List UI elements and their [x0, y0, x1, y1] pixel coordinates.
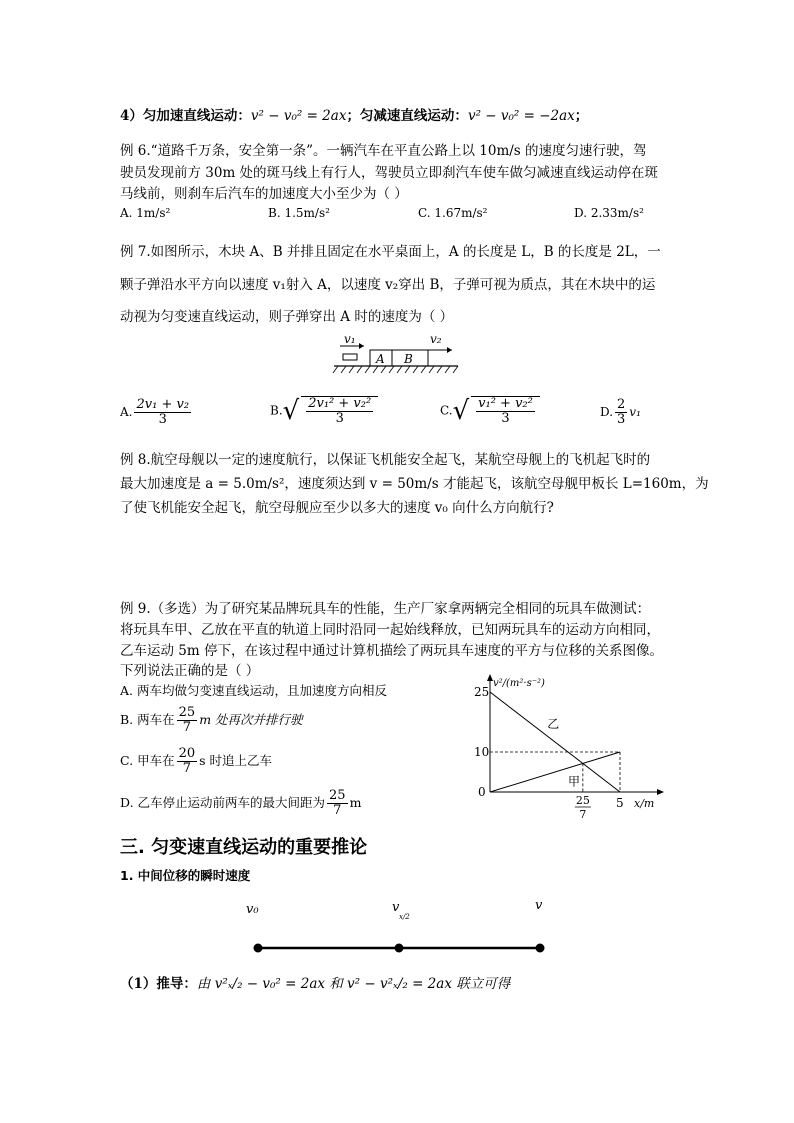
ex7-figure [330, 330, 460, 378]
ex9-option-c: C. 甲车在 $\frac{20}{7}$ s 时追上乙车 [120, 746, 273, 776]
ex6-option-d: D. 2.33m/s² [574, 206, 644, 220]
ex8-line3: 了使飞机能安全起飞，航空母舰应至少以多大的速度 v₀ 向什么方向航行? [120, 500, 554, 516]
series-line-jia [490, 752, 620, 792]
ex9-line1: 例 9.（多选）为了研究某品牌玩具车的性能，生产厂家拿两辆完全相同的玩具车做测试： [120, 601, 651, 617]
block-b-label: B [404, 352, 413, 366]
midpoint-diagram [240, 895, 560, 965]
ex6-option-b: B. 1.5m/s² [268, 206, 330, 220]
ex7-line3: 动视为匀变速直线运动，则子弹穿出 A 时的速度为（ ） [120, 309, 454, 325]
ex7-option-d: D. $\frac{2}{3}$ v₁ [600, 397, 641, 427]
ex9-option-d: D. 乙车停止运动前两车的最大间距为 $\frac{25}{7}$ m [120, 788, 362, 818]
ex7-option-a: A. $\frac{\text{2v₁ + v₂}}{3}$ [120, 397, 190, 427]
x-tick-5: 5 [616, 796, 624, 810]
y-tick-25: 25 [474, 685, 490, 699]
ex9-line2: 将玩具车甲、乙放在平直的轨道上同时沿同一起始线释放，已知两玩具车的运动方向相同， [120, 622, 660, 638]
marked-x-numerator: 25 [575, 794, 590, 807]
derivation-text: 由 v²ₓ/₂ − v₀² = 2ax 和 v² − v²ₓ/₂ = 2ax 联立可得 [196, 976, 511, 992]
line4-eq1: v² − v₀² = 2ax [250, 108, 347, 124]
section-3-title: 三. 匀变速直线运动的重要推论 [120, 837, 368, 858]
ex7-option-c: C.√ $\frac{\text{v₁² + v₂²}}{3}$ [440, 396, 540, 426]
line4-prefix: 4）匀加速直线运动： [120, 108, 251, 124]
derivation-label: （1）推导： [120, 976, 197, 992]
ex8-line1: 例 8.航空母舰以一定的速度航行，以保证飞机能安全起飞，某航空母舰上的飞机起飞时的 [120, 452, 651, 468]
line4-eq2: v² − v₀² = −2ax [467, 108, 575, 124]
ex7-line1: 例 7.如图所示，木块 A、B 并排且固定在水平桌面上，A 的长度是 L，B 的长度是 2L，一 [120, 244, 661, 260]
fig-v2-label: v₂ [430, 332, 442, 346]
ex9-option-b: B. 两车在 $\frac{25}{7}$ m 处再次并排行驶 [120, 705, 303, 735]
ex9-option-a: A. 两车均做匀变速直线运动，且加速度方向相反 [120, 683, 387, 698]
point-start [254, 944, 263, 953]
formula-line-4 [120, 104, 588, 128]
derivation-line [120, 972, 510, 996]
point-middle [395, 944, 404, 953]
x-axis-arrow [657, 789, 664, 795]
y-axis-label: v²/(m²·s⁻²) [493, 678, 545, 689]
block-a-label: A [376, 352, 385, 366]
line4-mid: ；匀减速直线运动： [346, 108, 468, 124]
ex6-line2: 驶员发现前方 30m 处的斑马线上有行人，驾驶员立即刹汽车使车做匀减速直线运动停在斑 [120, 165, 659, 181]
ex6-option-a: A. 1m/s² [120, 206, 171, 220]
ex6-line1: 例 6.“道路千万条，安全第一条”。一辆汽车在平直公路上以 10m/s 的速度匀速行驶，驾 [120, 143, 647, 159]
ex9-line3: 乙车运动 5m 停下，在该过程中通过计算机描绘了两玩具车速度的平方与位移的关系图像。 [120, 643, 663, 659]
marked-x-denominator: 7 [579, 808, 587, 821]
ex6-option-c: C. 1.67m/s² [418, 206, 488, 220]
x-axis-label: x/m [634, 797, 655, 810]
section-3-sub1: 1. 中间位移的瞬时速度 [120, 868, 251, 883]
ex6-line3: 马线前，则刹车后汽车的加速度大小至少为（ ） [120, 186, 408, 202]
origin-label: 0 [478, 785, 486, 799]
label-v0: v₀ [246, 902, 259, 917]
ex7-line2: 颗子弹沿水平方向以速度 v₁射入 A，以速度 v₂穿出 B，子弹可视为质点，其在木块中的运 [120, 277, 656, 293]
label-vx2-sub: x/2 [399, 913, 410, 921]
v2-x-chart [468, 672, 668, 822]
series-label-yi: 乙 [547, 717, 560, 731]
y-tick-10: 10 [474, 745, 490, 759]
ex9-line4: 下列说法正确的是（ ） [120, 663, 260, 679]
series-label-jia: 甲 [568, 774, 581, 789]
ex7-option-b: B.√ $\frac{\text{2v₁² + v₂²}}{3}$ [270, 396, 378, 426]
label-vx2: v [392, 900, 400, 915]
ex8-line2: 最大加速度是 a = 5.0m/s²，速度须达到 v = 50m/s 才能起飞，该航空母舰甲板长 L=160m，为 [120, 476, 709, 492]
bullet-shape [343, 354, 357, 360]
line4-end: ； [574, 108, 589, 124]
fig-v1-label: v₁ [344, 332, 356, 346]
label-v: v [535, 898, 543, 913]
series-line-yi [490, 692, 620, 792]
point-end [536, 944, 545, 953]
